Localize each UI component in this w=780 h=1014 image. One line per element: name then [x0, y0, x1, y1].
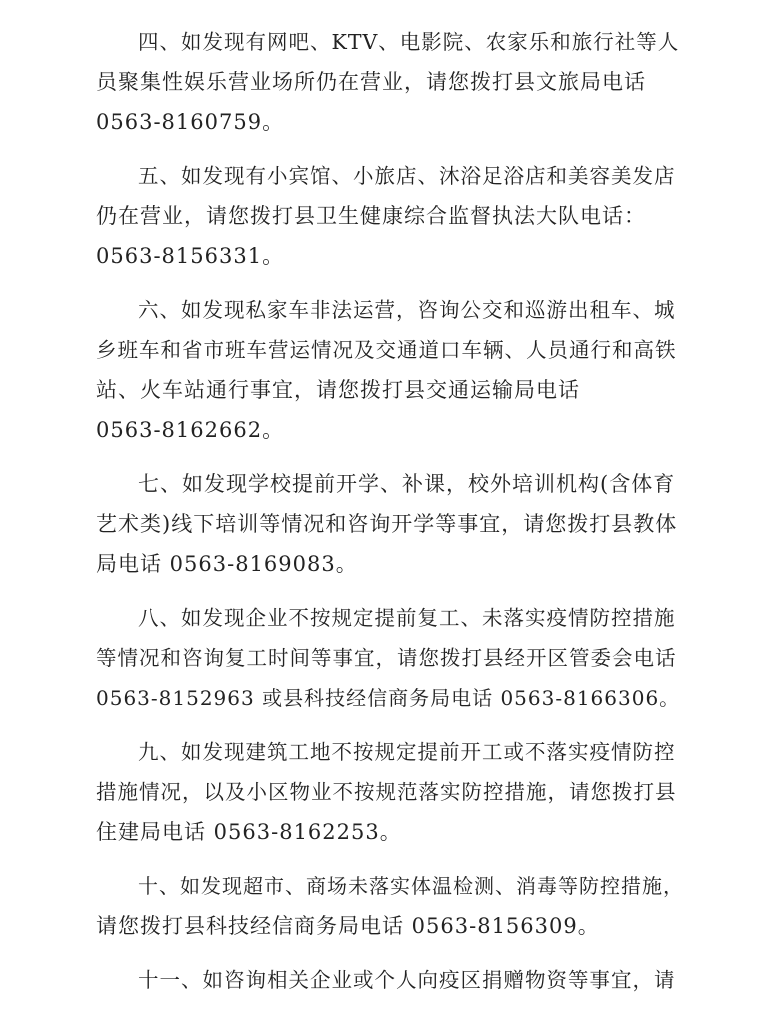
line-text: 七、如发现学校提前开学、补课，校外培训机构(含体育: [138, 472, 676, 496]
text-line: [96, 330, 684, 370]
text-line: [96, 638, 684, 678]
line-text: 乡班车和省市班车营运情况及交通道口车辆、人员通行和高铁: [96, 338, 677, 362]
line-text: 五、如发现有小宾馆、小旅店、沐浴足浴店和美容美发店: [138, 164, 676, 188]
text-line: [96, 410, 684, 450]
text-line: [96, 62, 684, 102]
text-line: [96, 236, 684, 276]
line-text: 局电话 0563-8169083。: [96, 552, 358, 576]
line-text: 0563-8160759。: [96, 110, 285, 134]
text-line: [96, 196, 684, 236]
line-text: 请您拨打县科技经信商务局电话 0563-8156309。: [96, 914, 600, 938]
document-body: [96, 22, 684, 1014]
text-line: [96, 290, 684, 330]
line-text: 六、如发现私家车非法运营，咨询公交和巡游出租车、城: [138, 298, 676, 322]
line-text: 八、如发现企业不按规定提前复工、未落实疫情防控措施: [138, 606, 676, 630]
text-line: [96, 504, 684, 544]
line-text: 四、如发现有网吧、KTV、电影院、农家乐和旅行社等人: [138, 30, 680, 54]
text-line: [96, 464, 684, 504]
line-text: 十、如发现超市、商场未落实体温检测、消毒等防控措施，: [138, 874, 684, 898]
paragraph-item-4: [96, 22, 684, 142]
line-text: 十一、如咨询相关企业或个人向疫区捐赠物资等事宜，请: [138, 968, 676, 992]
text-line: [96, 772, 684, 812]
paragraph-item-7: [96, 464, 684, 584]
paragraph-item-8: [96, 598, 684, 718]
line-text: 0563-8162662。: [96, 418, 285, 442]
text-line: [96, 544, 684, 584]
line-text: 住建局电话 0563-8162253。: [96, 820, 402, 844]
text-line: [96, 156, 684, 196]
text-line: [96, 102, 684, 142]
paragraph-item-11: [96, 960, 684, 1000]
line-text: 措施情况，以及小区物业不按规范落实防控措施，请您拨打县: [96, 780, 677, 804]
line-text: 站、火车站通行事宜，请您拨打县交通运输局电话: [96, 378, 580, 402]
line-text: 0563-8156331。: [96, 244, 285, 268]
text-line: [96, 598, 684, 638]
paragraph-item-5: [96, 156, 684, 276]
line-text: 艺术类)线下培训等情况和咨询开学等事宜，请您拨打县教体: [96, 512, 678, 536]
paragraph-item-9: [96, 732, 684, 852]
text-line: [96, 678, 684, 718]
text-line: [96, 812, 684, 852]
paragraph-item-10: [96, 866, 684, 946]
line-text: 仍在营业，请您拨打县卫生健康综合监督执法大队电话：: [96, 204, 646, 228]
text-line: [96, 960, 684, 1000]
line-text: 0563-8152963 或县科技经信商务局电话 0563-8166306。: [96, 686, 681, 710]
line-text: 员聚集性娱乐营业场所仍在营业，请您拨打县文旅局电话: [96, 70, 646, 94]
text-line: [96, 732, 684, 772]
text-line: [96, 906, 684, 946]
paragraph-item-6: [96, 290, 684, 450]
text-line: [96, 22, 684, 62]
text-line: [96, 866, 684, 906]
text-line: [96, 370, 684, 410]
line-text: 等情况和咨询复工时间等事宜，请您拨打县经开区管委会电话: [96, 646, 677, 670]
line-text: 九、如发现建筑工地不按规定提前开工或不落实疫情防控: [138, 740, 676, 764]
